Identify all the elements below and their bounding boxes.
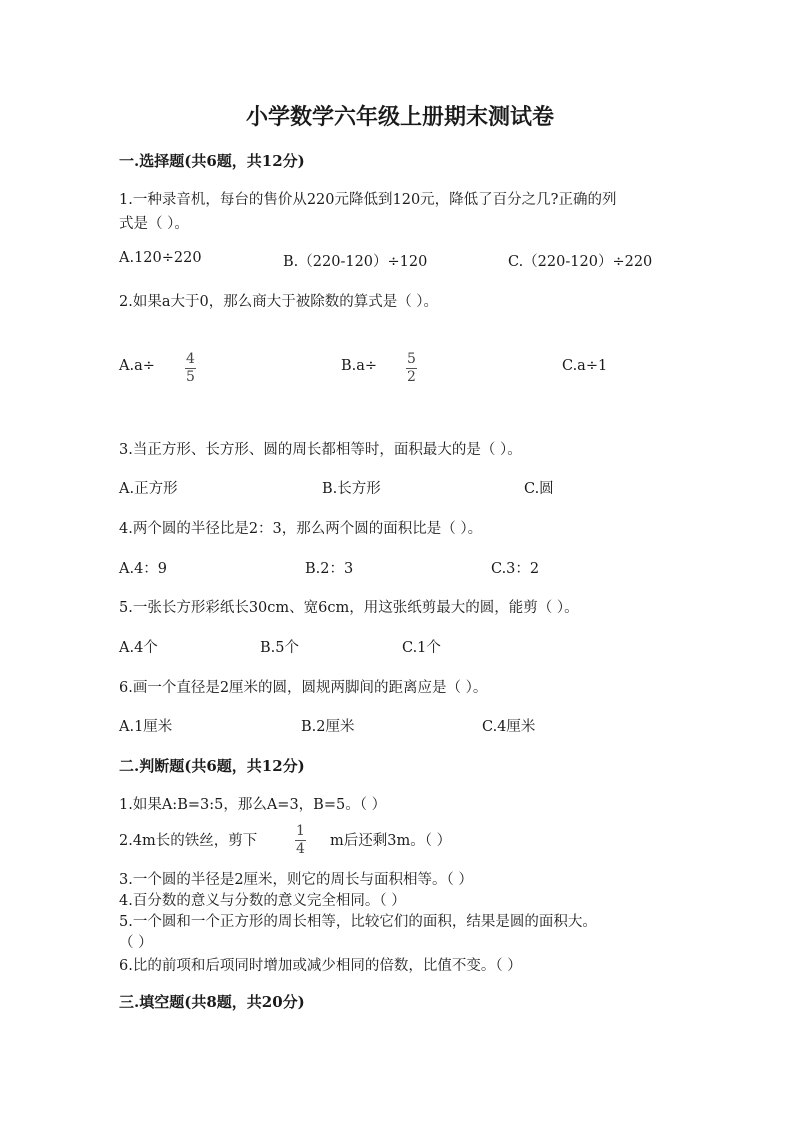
- option-a: A.120÷220: [119, 250, 202, 266]
- question-stem-post: m后还剩3m。（ ）: [330, 833, 452, 849]
- question-stem: 6.比的前项和后项同时增加或减少相同的倍数，比值不变。（ ）: [119, 958, 522, 974]
- question-stem: 5.一个圆和一个正方形的周长相等，比较它们的面积，结果是圆的面积大。: [119, 914, 597, 930]
- fraction: [295, 824, 306, 857]
- option-c: C.3：2: [491, 561, 540, 577]
- option-a: A.a÷: [119, 358, 155, 374]
- option-c: C.1个: [402, 640, 441, 656]
- option-b: B.5个: [260, 640, 299, 656]
- question-stem: 3.一个圆的半径是2厘米，则它的周长与面积相等。（ ）: [119, 872, 473, 888]
- question-stem: 6.画一个直径是2厘米的圆，圆规两脚间的距离应是（ ）。: [119, 680, 488, 696]
- section-heading-fill: 三.填空题(共8题，共20分): [119, 993, 305, 1011]
- question-stem: 4.两个圆的半径比是2：3，那么两个圆的面积比是（ ）。: [119, 521, 483, 537]
- option-b: B.长方形: [322, 481, 381, 497]
- option-a: A.4：9: [119, 561, 168, 577]
- option-b: B.2：3: [305, 561, 354, 577]
- section-heading-choice: 一.选择题(共6题，共12分): [119, 152, 305, 170]
- question-stem: 3.当正方形、长方形、圆的周长都相等时，面积最大的是（ ）。: [119, 442, 522, 458]
- option-c: C.4厘米: [482, 719, 536, 735]
- question-stem: 2.如果a大于0，那么商大于被除数的算式是（ ）。: [119, 294, 439, 310]
- fraction-denominator: 4: [296, 841, 305, 857]
- option-b: B.a÷: [341, 358, 378, 374]
- option-a: A.正方形: [119, 481, 178, 497]
- question-stem: 5.一张长方形彩纸长30cm、宽6cm，用这张纸剪最大的圆，能剪（ ）。: [119, 600, 579, 616]
- fraction-numerator: 4: [186, 351, 195, 367]
- question-stem: 1.一种录音机，每台的售价从220元降低到120元，降低了百分之几?正确的列: [119, 192, 617, 208]
- fraction-numerator: 1: [296, 823, 305, 839]
- fraction: [406, 352, 417, 385]
- question-stem-pre: 2.4m长的铁丝，剪下: [119, 833, 258, 849]
- fraction-denominator: 5: [186, 369, 195, 385]
- section-heading-judge: 二.判断题(共6题，共12分): [119, 757, 305, 775]
- fraction-denominator: 2: [407, 369, 416, 385]
- page-title: 小学数学六年级上册期末测试卷: [245, 104, 554, 130]
- option-c: C.圆: [524, 481, 554, 497]
- option-b: B.（220-120）÷120: [283, 254, 428, 270]
- option-a: A.4个: [119, 640, 158, 656]
- question-stem-cont: 式是（ ）。: [119, 216, 189, 232]
- option-a: A.1厘米: [119, 719, 173, 735]
- question-stem: 4.百分数的意义与分数的意义完全相同。（ ）: [119, 893, 406, 909]
- fraction-numerator: 5: [407, 351, 416, 367]
- question-stem-cont: （ ）: [119, 935, 153, 951]
- option-b: B.2厘米: [301, 719, 355, 735]
- fraction: [185, 352, 196, 385]
- question-stem: 1.如果A:B=3:5，那么A=3，B=5。（ ）: [119, 797, 387, 813]
- option-c: C.（220-120）÷220: [508, 254, 653, 270]
- option-c: C.a÷1: [562, 358, 608, 374]
